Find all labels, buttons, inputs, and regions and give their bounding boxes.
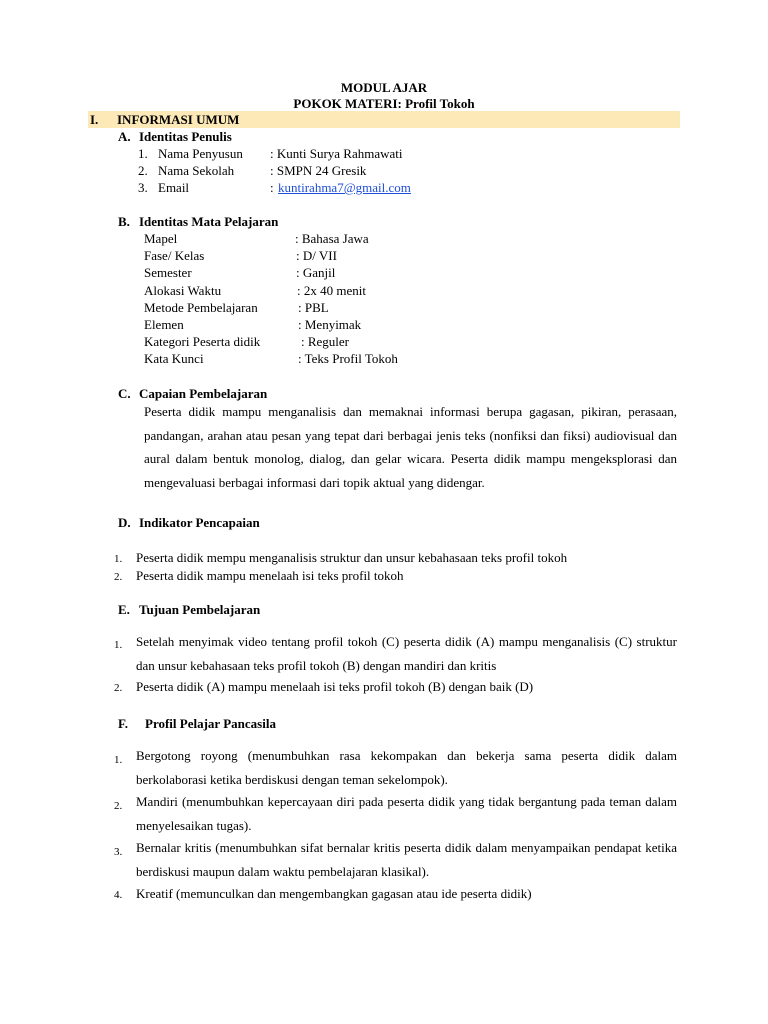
sub-letter-b: B.	[118, 214, 130, 229]
field-value-nama-penyusun: : Kunti Surya Rahmawati	[270, 146, 403, 161]
field-label: Kategori Peserta didik	[144, 334, 261, 349]
list-item: Kreatif (memunculkan dan mengembangkan gagasan atau ide peserta didik)	[136, 886, 532, 901]
field-label-email: Email	[158, 180, 190, 195]
field-value: : Teks Profil Tokoh	[298, 351, 398, 366]
subsection-title-identitas-mapel: Identitas Mata Pelajaran	[139, 214, 279, 229]
field-value: : Ganjil	[296, 265, 336, 280]
sub-letter-a: A.	[118, 129, 131, 144]
field-value-nama-sekolah: : SMPN 24 Gresik	[270, 163, 367, 178]
list-number: 1.	[114, 639, 123, 651]
list-item: Bernalar kritis (menumbuhkan sifat bernalar kritis peserta didik dalam menyampaikan pendapat ketika berdiskusi maupun dalam waktu pembelajaran klasikal).	[136, 840, 677, 879]
document-subtitle: POKOK MATERI: Profil Tokoh	[293, 96, 475, 111]
field-value: : 2x 40 menit	[297, 283, 366, 298]
subsection-title-capaian: Capaian Pembelajaran	[139, 386, 268, 401]
list-number: 2.	[114, 682, 123, 694]
field-label: Fase/ Kelas	[144, 248, 205, 263]
sub-letter-d: D.	[118, 515, 131, 530]
sub-letter-c: C.	[118, 386, 131, 401]
field-label: Semester	[144, 265, 192, 280]
field-value: : PBL	[298, 300, 329, 315]
field-label: Metode Pembelajaran	[144, 300, 258, 315]
field-label-nama-penyusun: Nama Penyusun	[158, 146, 243, 161]
list-number: 2.	[114, 800, 123, 812]
list-item: Peserta didik (A) mampu menelaah isi teks profil tokoh (B) dengan baik (D)	[136, 679, 534, 694]
list-number: 1.	[138, 146, 148, 161]
list-number: 2.	[138, 163, 148, 178]
list-item: Setelah menyimak video tentang profil tokoh (C) peserta didik (A) mampu menganalisis (C) struktur dan unsur kebahasaan teks profil tokoh (B) dengan mandiri dan kritis	[136, 634, 677, 673]
subsection-title-profil-pancasila: Profil Pelajar Pancasila	[145, 716, 276, 731]
field-colon-email: :	[270, 180, 274, 195]
list-number: 2.	[114, 571, 123, 583]
capaian-paragraph: Peserta didik mampu menganalisis dan memaknai informasi berupa gagasan, pikiran, perasaan, pandangan, arahan atau pesan yang tepat dari berbagai jenis teks (nonfiksi dan fiksi) audiovisual dan aural dalam bentuk monolog, dialog, dan gelar wicara. Peserta didik mampu mengeksplorasi dan mengevaluasi berbagai informasi dari topik aktual yang didengar.	[144, 404, 677, 490]
section-number: I.	[90, 112, 99, 127]
list-number: 3.	[114, 846, 123, 858]
list-number: 4.	[114, 889, 123, 901]
list-item: Peserta didik mampu menelaah isi teks profil tokoh	[136, 568, 404, 583]
subsection-title-identitas-penulis: Identitas Penulis	[139, 129, 232, 144]
list-number: 1.	[114, 754, 123, 766]
email-link[interactable]: kuntirahma7@gmail.com	[278, 180, 411, 195]
field-value: : Reguler	[301, 334, 350, 349]
list-number: 3.	[138, 180, 148, 195]
field-label: Kata Kunci	[144, 351, 204, 366]
field-value: : D/ VII	[296, 248, 337, 263]
field-label-nama-sekolah: Nama Sekolah	[158, 163, 235, 178]
subsection-title-tujuan: Tujuan Pembelajaran	[139, 602, 261, 617]
section-title-informasi-umum: INFORMASI UMUM	[117, 112, 240, 127]
list-item: Bergotong royong (menumbuhkan rasa kekompakan dan bekerja sama peserta didik dalam berkolaborasi ketika berdiskusi dengan teman sekelompok).	[136, 748, 677, 787]
sub-letter-e: E.	[118, 602, 130, 617]
field-label: Mapel	[144, 231, 178, 246]
field-label: Alokasi Waktu	[144, 283, 222, 298]
field-value: : Menyimak	[298, 317, 362, 332]
list-number: 1.	[114, 553, 123, 565]
list-item: Peserta didik mempu menganalisis struktur dan unsur kebahasaan teks profil tokoh	[136, 550, 568, 565]
field-value: : Bahasa Jawa	[295, 231, 369, 246]
subsection-title-indikator: Indikator Pencapaian	[139, 515, 260, 530]
field-label: Elemen	[144, 317, 184, 332]
list-item: Mandiri (menumbuhkan kepercayaan diri pada peserta didik yang tidak bergantung pada teman dalam menyelesaikan tugas).	[136, 794, 677, 833]
sub-letter-f: F.	[118, 716, 128, 731]
document-title: MODUL AJAR	[340, 80, 428, 95]
